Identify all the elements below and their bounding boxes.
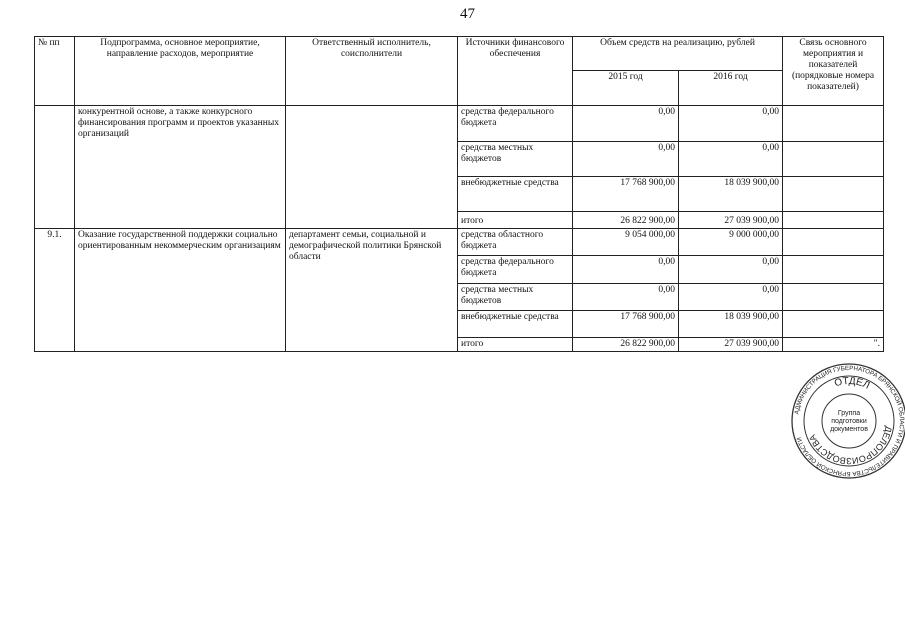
table-cell-source-total: итого: [458, 212, 573, 229]
page-number: 47: [460, 6, 475, 22]
table-cell-2016: 0,00: [679, 142, 783, 177]
header-link: Связь основного мероприятия и показателей (порядковые номера показателей): [783, 37, 884, 106]
table-cell-link: [783, 256, 884, 284]
table-cell-2015: 17 768 900,00: [573, 311, 679, 338]
header-volume: Объем средств на реализацию, рублей: [573, 37, 783, 71]
header-2016: 2016 год: [679, 71, 783, 106]
table-cell-source: средства местных бюджетов: [458, 284, 573, 311]
header-num: № пп: [35, 37, 75, 106]
table-cell-link: [783, 212, 884, 229]
block1-program: конкурентной основе, а также конкурсного финансирования программ и проектов указанных организаций: [75, 106, 286, 229]
table-cell-2016: 9 000 000,00: [679, 229, 783, 256]
table-cell-2015: 0,00: [573, 142, 679, 177]
header-2015: 2015 год: [573, 71, 679, 106]
office-stamp: [790, 362, 905, 480]
table-cell-source-total: итого: [458, 338, 573, 352]
table-cell-2015: 9 054 000,00: [573, 229, 679, 256]
table-cell-2015-total: 26 822 900,00: [573, 338, 679, 352]
stamp-center-line-1: Группа: [837, 410, 861, 417]
budget-table: [34, 36, 884, 352]
table-cell-2015: 0,00: [573, 256, 679, 284]
table-cell-source: внебюджетные средства: [458, 177, 573, 212]
table-cell-2016-total: 27 039 900,00: [679, 338, 783, 352]
table-cell-link: [783, 177, 884, 212]
block1-executor: [286, 106, 458, 229]
table-cell-2016: 0,00: [679, 284, 783, 311]
table-cell-2016: 0,00: [679, 256, 783, 284]
table-cell-2015: 0,00: [573, 106, 679, 142]
table-cell-link: [783, 142, 884, 177]
block2-program: Оказание государственной поддержки социально ориентированным некоммерческим организациям: [75, 229, 286, 352]
stamp-outer-text: АДМИНИСТРАЦИЯ ГУБЕРНАТОРА БРЯНСКОЙ ОБЛАСТИ И ПРАВИТЕЛЬСТВА БРЯНСКОЙ ОБЛАСТИ: [793, 364, 905, 478]
table-cell-2016: 18 039 900,00: [679, 311, 783, 338]
table-cell-link: [783, 284, 884, 311]
header-executor: Ответственный исполнитель, соисполнители: [286, 37, 458, 106]
stamp-center-line-2: подготовки: [831, 418, 867, 425]
table-cell-2015: 17 768 900,00: [573, 177, 679, 212]
table-cell-2015-total: 26 822 900,00: [573, 212, 679, 229]
block1-num: [35, 106, 75, 229]
table-cell-source: внебюджетные средства: [458, 311, 573, 338]
table-cell-link-end: ".: [783, 338, 884, 352]
table-cell-2016: 0,00: [679, 106, 783, 142]
table-cell-source: средства областного бюджета: [458, 229, 573, 256]
table-cell-source: средства федерального бюджета: [458, 106, 573, 142]
table-cell-2016: 18 039 900,00: [679, 177, 783, 212]
block2-executor: департамент семьи, социальной и демографической политики Брянской области: [286, 229, 458, 352]
header-program: Подпрограмма, основное мероприятие, направление расходов, мероприятие: [75, 37, 286, 106]
stamp-top-text: ОТДЕЛ: [833, 375, 872, 392]
table-cell-source: средства местных бюджетов: [458, 142, 573, 177]
table-cell-link: [783, 229, 884, 256]
table-cell-source: средства федерального бюджета: [458, 256, 573, 284]
stamp-center-line-3: документов: [830, 426, 868, 433]
table-cell-link: [783, 106, 884, 142]
block2-num: 9.1.: [35, 229, 75, 352]
table-cell-2016-total: 27 039 900,00: [679, 212, 783, 229]
table-cell-2015: 0,00: [573, 284, 679, 311]
header-sources: Источники финансового обеспечения: [458, 37, 573, 106]
table-cell-link: [783, 311, 884, 338]
stamp-mid-text: ДЕЛОПРОИЗВОДСТВА: [806, 425, 894, 467]
